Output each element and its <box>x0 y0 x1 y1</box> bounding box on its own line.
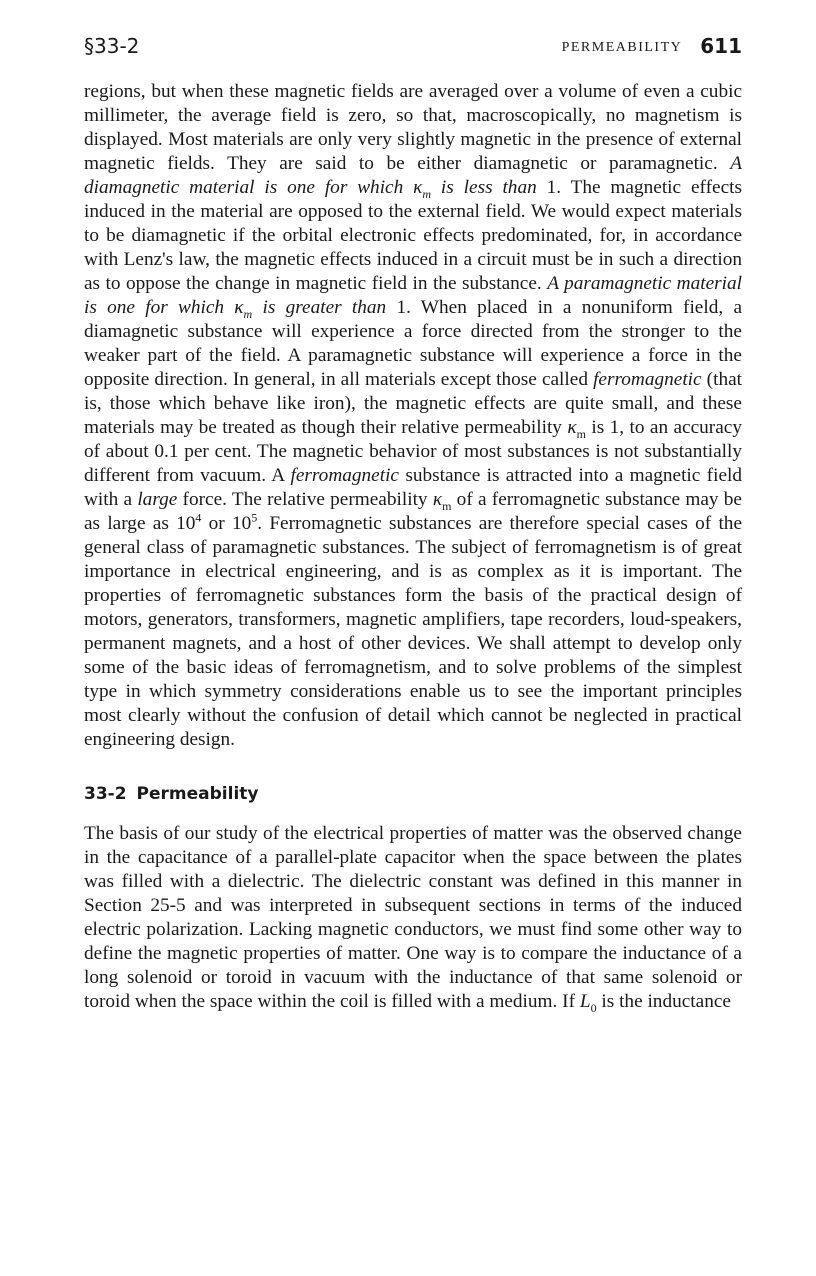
text-run: . Ferromagnetic substances are therefore special cases of the general class of paramagnetic substances. The subject of ferromagnetism is of great importance in electrical engineering, and is as complex as it is important. The properties of ferromagnetic substances form the basis of the practical design of motors, generators, transformers, magnetic amplifiers, tape recorders, loud-speakers, permanent magnets, and a host of other devices. We shall attempt to develop only some of the basic ideas of ferromagnetism, and to solve problems of the simplest type in which symmetry considerations enable us to see the important principles most clearly without the confusion of detail which cannot be neglected in practical engineering design. <box>84 513 742 750</box>
kappa-symbol: κ <box>413 177 423 198</box>
running-head-right <box>562 34 742 58</box>
subscript-zero: 0 <box>590 1000 597 1015</box>
italic-run: is less than <box>431 177 547 198</box>
subscript-m: m <box>442 498 452 513</box>
text-run: of a ferromagnetic substance may be as large as 10 <box>84 489 742 534</box>
text-run: The basis of our study of the electrical properties of matter was the observed change in the capacitance of a parallel-plate capacitor when the space between the plates was filled with a dielectric. The dielectric constant was defined in this manner in Section 25-5 and was interpreted in subsequent sections in terms of the induced electric polarization. Lacking magnetic conductors, we must find some other way to define the magnetic properties of matter. One way is to compare the inductance of a long solenoid or toroid in vacuum with the inductance of that same solenoid or toroid when the space within the coil is filled with a medium. If <box>84 823 742 1012</box>
book-page <box>84 34 742 1014</box>
text-run: 1. The magnetic effects induced in the material are opposed to the external field. We would expect materials to be diamagnetic if the orbital electronic effects predominated, for, in accordance with Lenz's law, the magnetic effects induced in a circuit must be in such a direction as to oppose the change in magnetic field in the substance. <box>84 177 742 294</box>
kappa-symbol: κ <box>432 489 443 510</box>
page-number: 611 <box>700 34 742 58</box>
italic-run: is greater than <box>252 297 397 318</box>
kappa-symbol: κ <box>234 297 244 318</box>
body-paragraph <box>84 80 742 752</box>
text-run: regions, but when these magnetic fields are averaged over a volume of even a cubic millimeter, the average field is zero, so that, macroscopically, no magnetism is displayed. Most materials are only very slightly magnetic in the presence of external magnetic fields. They are said to be either diamagnetic or paramagnetic. <box>84 81 742 174</box>
text-run: is 1, to an accuracy of about 0.1 per cent. The magnetic behavior of most substances is not substantially different from vacuum. A <box>84 417 742 486</box>
running-head <box>84 34 742 60</box>
emphasis-italic: large <box>137 489 178 510</box>
section-heading <box>84 782 742 806</box>
running-title: PERMEABILITY <box>561 40 683 55</box>
section-reference: §33-2 <box>84 34 140 58</box>
text-run: force. The relative permeability <box>177 489 433 510</box>
superscript: 5 <box>251 510 258 525</box>
superscript: 4 <box>195 510 202 525</box>
term-italic: ferromagnetic <box>593 369 702 390</box>
kappa-symbol: κ <box>567 417 577 438</box>
subscript-m: m <box>576 426 586 441</box>
inductance-symbol: L <box>579 991 591 1012</box>
section-number: 33-2 <box>84 784 127 804</box>
term-italic: ferromagnetic <box>290 465 399 486</box>
text-run: substance is attracted into a magnetic field with a <box>84 465 743 510</box>
text-run: or 10 <box>201 513 252 534</box>
text-run: is the inductance <box>596 991 731 1012</box>
subscript-m: m <box>422 186 432 201</box>
italic-run: A diamagnetic material is one for which <box>84 153 742 198</box>
text-run: 1. When placed in a nonuniform field, a diamagnetic substance will experience a force directed from the stronger to the weaker part of the field. A paramagnetic substance will experience a force in the opposite direction. In general, in all materials except those called <box>84 297 742 390</box>
subscript-m: m <box>243 306 253 321</box>
section-title: Permeability <box>136 784 259 804</box>
italic-run: A paramagnetic material is one for which <box>84 273 742 318</box>
text-run: (that is, those which behave like iron), the magnetic effects are quite small, and these materials may be treated as though their relative permeability <box>84 369 743 438</box>
body-paragraph <box>84 822 742 1014</box>
